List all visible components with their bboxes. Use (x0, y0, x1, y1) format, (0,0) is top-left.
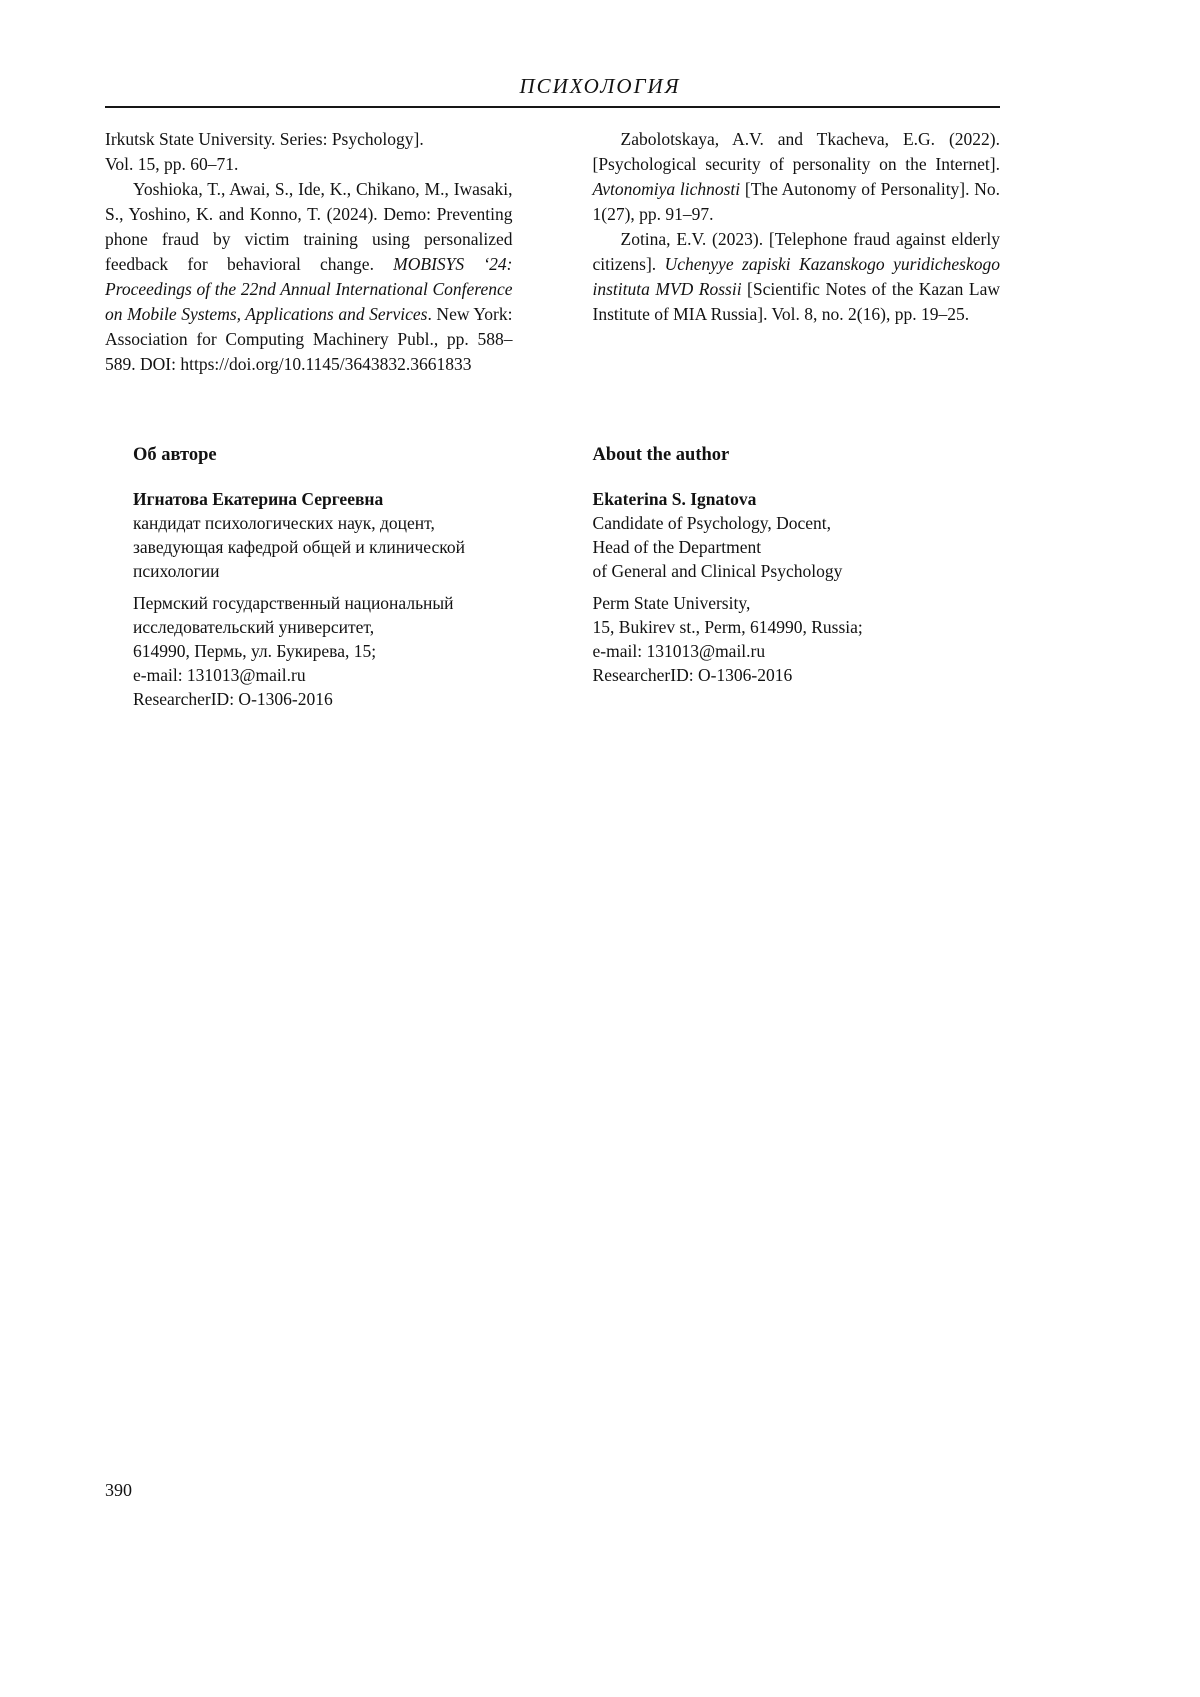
reference-text: [The Autonomy of Personality]. No. 1(27), pp. 91–97. (592, 179, 1001, 224)
about-author-en (593, 443, 1000, 711)
running-head-title: ПСИХОЛОГИЯ (519, 74, 681, 98)
author-position-en: Candidate of Psychology, Docent, Head of the Department of General and Clinical Psychology (592, 513, 843, 581)
reference-source-title: MOBISYS ‘24: Proceedings of the 22nd Annual International Conference on Mobile Systems, Applications and Services (105, 254, 513, 324)
author-name-ru: Игнатова Екатерина Сергеевна (133, 489, 384, 509)
about-heading-ru: Об авторе (133, 445, 217, 465)
reference-entry-zotina (593, 227, 1001, 327)
author-name-en: Ekaterina S. Ignatova (592, 489, 757, 509)
reference-text: Yoshioka, T., Awai, S., Ide, K., Chikano, M., Iwasaki, S., Yoshino, K. and Konno, T. (2024). Demo: Preventing phone fraud by victim training using personalized feedback for behavioral change. (105, 179, 513, 274)
reference-text: Zotina, E.V. (2023). [Telephone fraud against elderly citizens]. (592, 229, 1000, 274)
reference-entry-yoshioka (105, 177, 513, 377)
reference-source-title: Uchenyye zapiski Kazanskogo yuridicheskogo instituta MVD Rossii (592, 254, 1001, 299)
reference-text: Irkutsk State University. Series: Psychology]. (105, 129, 424, 149)
references-left-column (105, 127, 513, 377)
author-affiliation-ru: Пермский государственный национальный исследовательский университет, 614990, Пермь, ул. Букирева, 15; e-mail: 131013@mail.ru ResearcherID: O-1306-2016 (133, 593, 454, 709)
reference-text: . New York: Association for Computing Machinery Publ., pp. 588–589. DOI: https://doi.org/10.1145/3643832.3661833 (105, 304, 513, 374)
references-section (105, 127, 1000, 377)
author-affiliation-en: Perm State University, 15, Bukirev st., Perm, 614990, Russia; e-mail: 131013@mail.ru ResearcherID: O-1306-2016 (592, 593, 863, 685)
header-rule (105, 106, 1000, 108)
reference-entry-zabolotskaya (593, 127, 1001, 227)
reference-continuation (105, 127, 513, 177)
about-author-ru (105, 443, 513, 711)
reference-text: Vol. 15, pp. 60–71. (105, 154, 239, 174)
author-position-ru: кандидат психологических наук, доцент, заведующая кафедрой общей и клинической психологии (133, 513, 466, 581)
reference-source-title: Avtonomiya lichnosti (592, 179, 741, 199)
about-author-section (105, 443, 1000, 711)
references-right-column (593, 127, 1001, 377)
reference-text: Zabolotskaya, A.V. and Tkacheva, E.G. (2022). [Psychological security of personality on the Internet]. (592, 129, 1000, 174)
about-heading-en: About the author (592, 445, 730, 465)
reference-text: [Scientific Notes of the Kazan Law Institute of MIA Russia]. Vol. 8, no. 2(16), pp. 19–25. (592, 279, 1000, 324)
page-number: 390 (105, 1480, 132, 1500)
